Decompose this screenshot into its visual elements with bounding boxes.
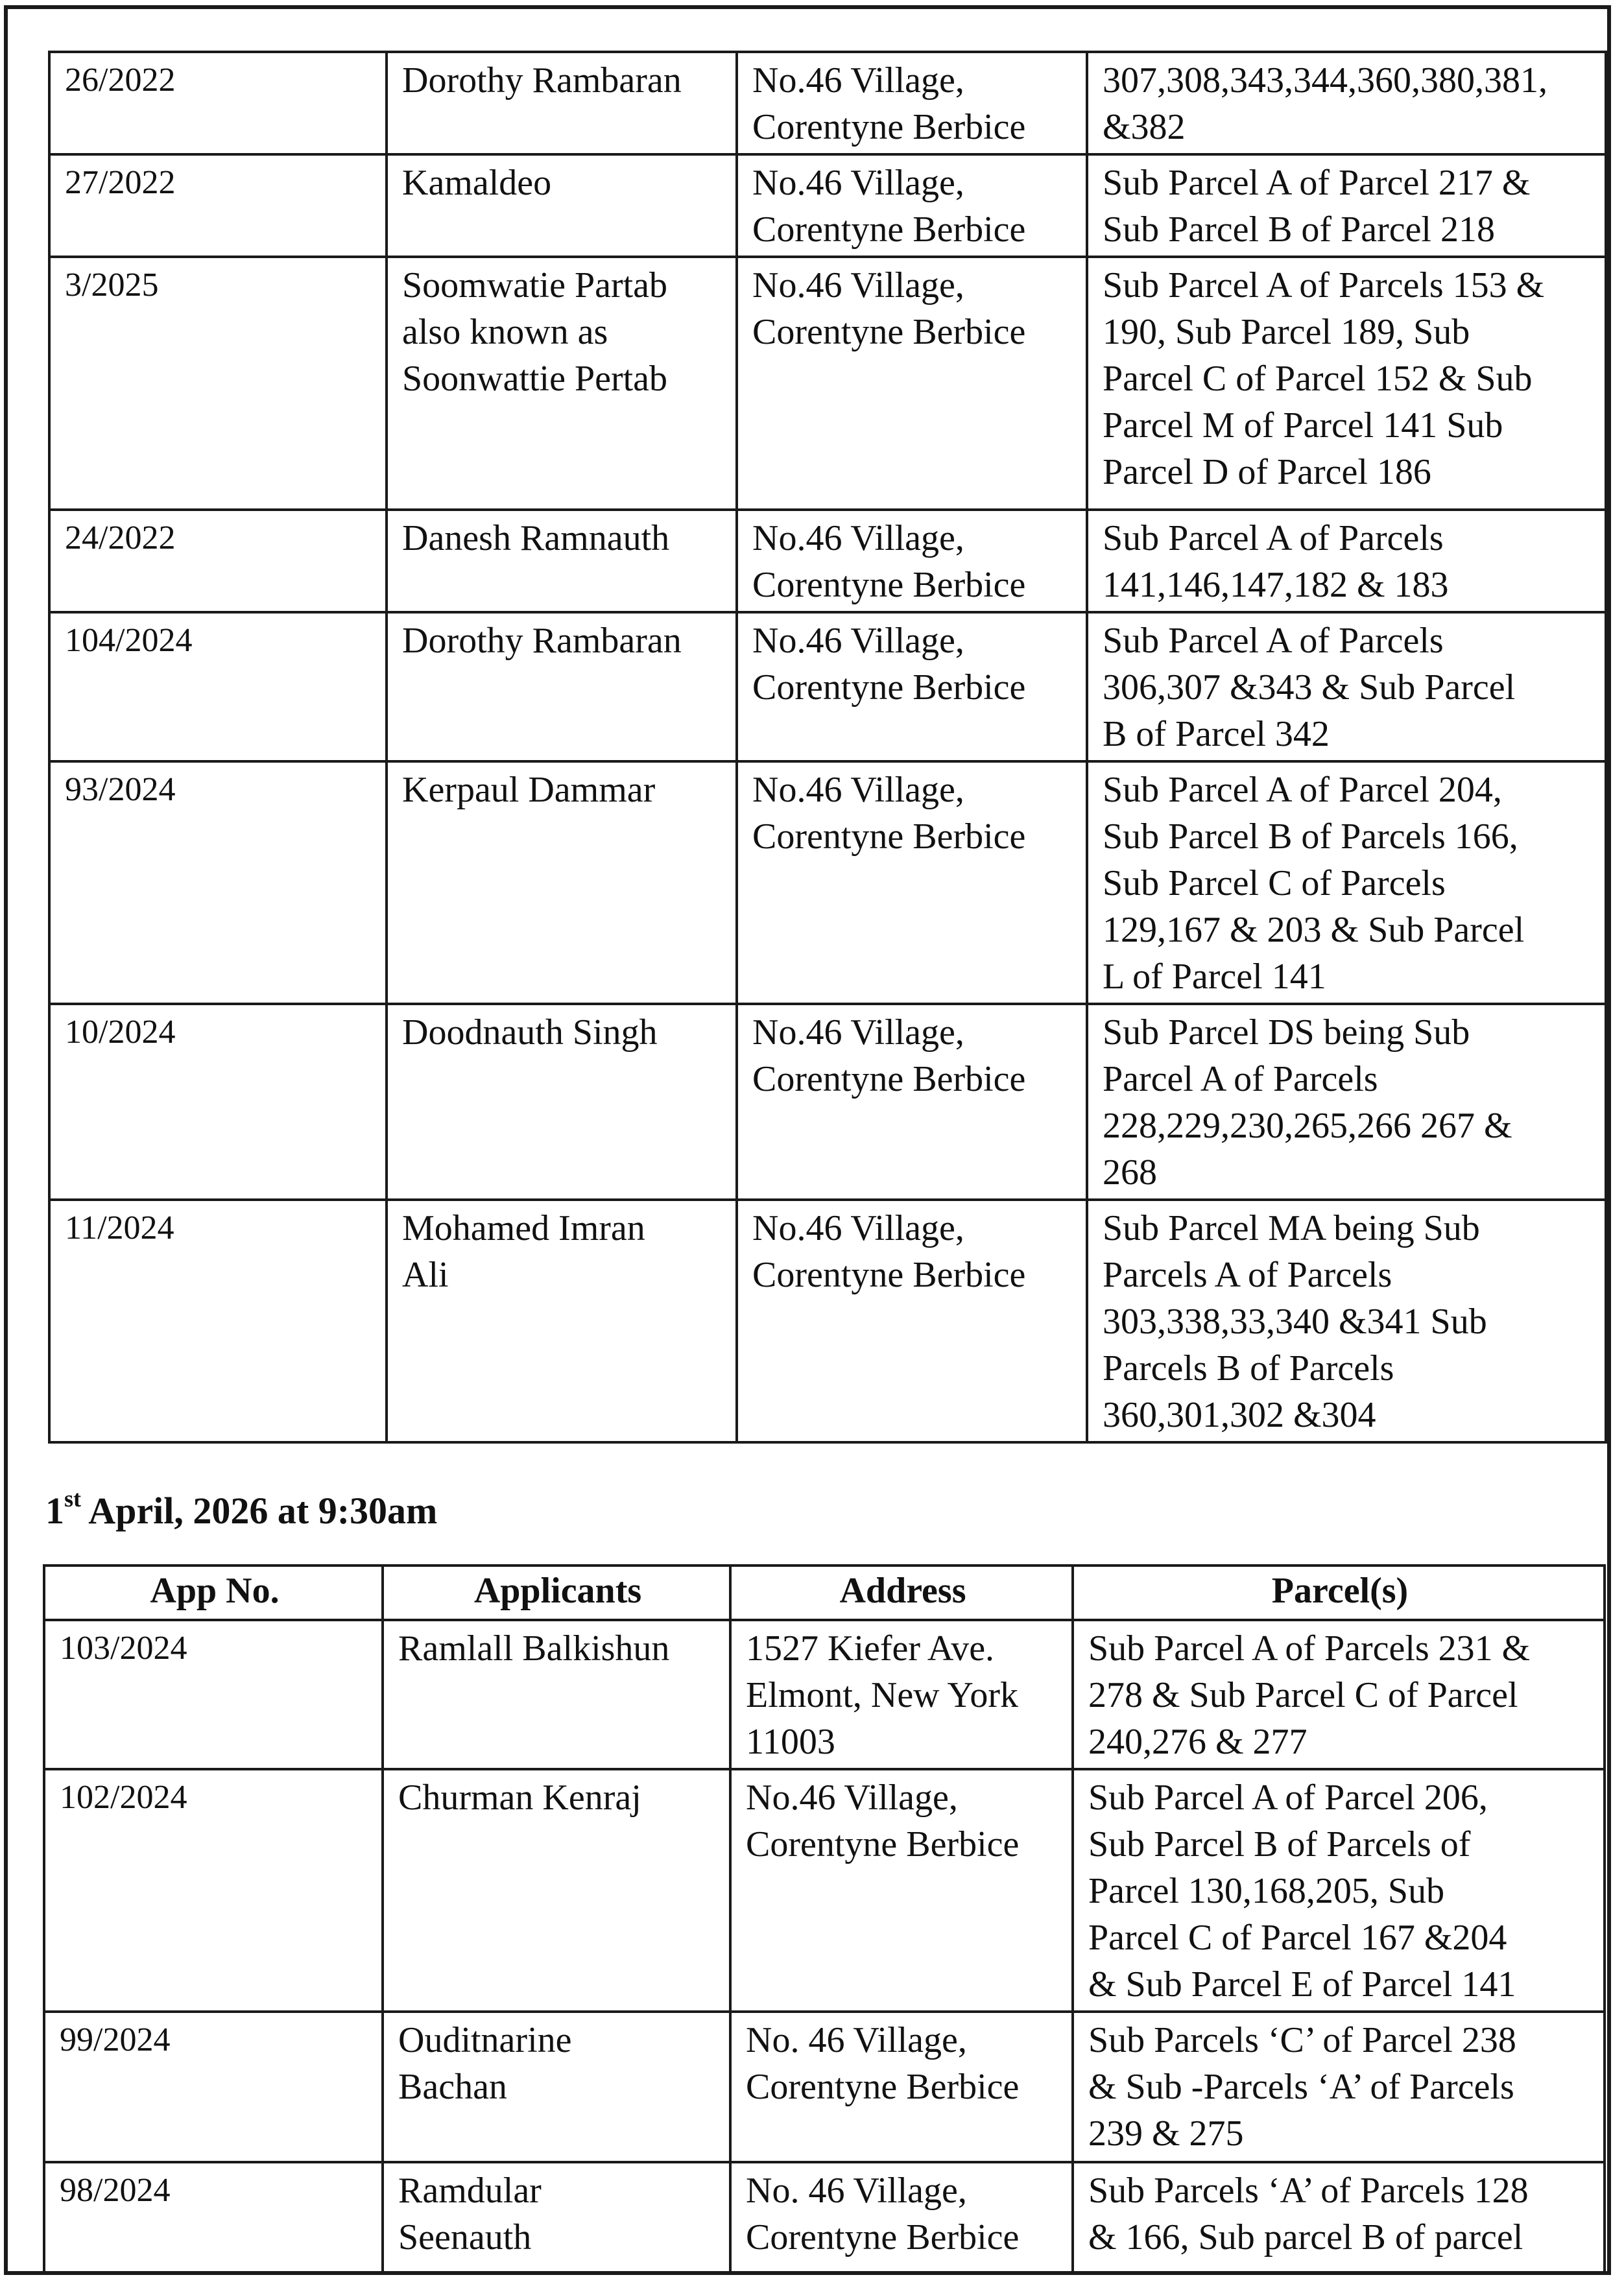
address-cell: 1527 Kiefer Ave. Elmont, New York 11003 (730, 1620, 1073, 1769)
app-number-cell: 98/2024 (44, 2162, 383, 2272)
table-row (49, 1004, 1606, 1200)
app-number-cell: 3/2025 (49, 257, 387, 510)
applicant-cell: Kerpaul Dammar (387, 761, 737, 1004)
header-applicants: Applicants (383, 1566, 730, 1620)
parcels-cell: Sub Parcel A of Parcel 204, Sub Parcel B of Parcels 166, Sub Parcel C of Parcels 129,167 & 203 & Sub Parcel L of Parcel 141 (1087, 761, 1606, 1004)
app-number-cell: 26/2022 (49, 52, 387, 154)
table-row (49, 612, 1606, 761)
address-cell: No.46 Village, Corentyne Berbice (737, 761, 1087, 1004)
app-number-cell: 24/2022 (49, 510, 387, 612)
table-row (49, 52, 1606, 154)
parcels-cell: Sub Parcels ‘C’ of Parcel 238 & Sub -Parcels ‘A’ of Parcels 239 & 275 (1073, 2012, 1605, 2162)
applicant-cell: Doodnauth Singh (387, 1004, 737, 1200)
table-row (49, 257, 1606, 510)
address-cell: No.46 Village, Corentyne Berbice (737, 257, 1087, 510)
header-app-no: App No. (44, 1566, 383, 1620)
heading-day-suffix: st (64, 1486, 81, 1512)
parcels-cell: Sub Parcel DS being Sub Parcel A of Parcels 228,229,230,265,266 267 & 268 (1087, 1004, 1606, 1200)
parcels-cell: Sub Parcel A of Parcels 306,307 &343 & Sub Parcel B of Parcel 342 (1087, 612, 1606, 761)
app-number-cell: 103/2024 (44, 1620, 383, 1769)
heading-date-time: April, 2026 at 9:30am (81, 1490, 438, 1532)
app-number-cell: 93/2024 (49, 761, 387, 1004)
table-row (44, 2162, 1605, 2272)
heading-day: 1 (45, 1490, 64, 1532)
app-number-cell: 11/2024 (49, 1200, 387, 1442)
header-parcels: Parcel(s) (1073, 1566, 1605, 1620)
address-cell: No. 46 Village, Corentyne Berbice (730, 2162, 1073, 2272)
table-row (49, 1200, 1606, 1442)
app-number-cell: 102/2024 (44, 1769, 383, 2012)
table-row (44, 1769, 1605, 2012)
app-number-cell: 104/2024 (49, 612, 387, 761)
applicant-cell: Mohamed Imran Ali (387, 1200, 737, 1442)
header-address: Address (730, 1566, 1073, 1620)
parcels-cell: Sub Parcels ‘A’ of Parcels 128 & 166, Sub parcel B of parcel (1073, 2162, 1605, 2272)
parcels-cell: Sub Parcel A of Parcel 206, Sub Parcel B of Parcels of Parcel 130,168,205, Sub Parcel C of Parcel 167 &204 & Sub Parcel E of Parcel 141 (1073, 1769, 1605, 2012)
applicant-cell: Ouditnarine Bachan (383, 2012, 730, 2162)
table-row (44, 2012, 1605, 2162)
applicant-cell: Churman Kenraj (383, 1769, 730, 2012)
applicant-cell: Dorothy Rambaran (387, 52, 737, 154)
applicant-cell: Danesh Ramnauth (387, 510, 737, 612)
address-cell: No.46 Village, Corentyne Berbice (730, 1769, 1073, 2012)
app-number-cell: 99/2024 (44, 2012, 383, 2162)
table-row (49, 154, 1606, 257)
parcels-cell: Sub Parcel A of Parcels 153 & 190, Sub Parcel 189, Sub Parcel C of Parcel 152 & Sub Parcel M of Parcel 141 Sub Parcel D of Parcel 186 (1087, 257, 1606, 510)
address-cell: No. 46 Village, Corentyne Berbice (730, 2012, 1073, 2162)
parcels-cell: Sub Parcel A of Parcels 231 & 278 & Sub Parcel C of Parcel 240,276 & 277 (1073, 1620, 1605, 1769)
hearing-date-heading (45, 1485, 437, 1537)
parcels-cell: Sub Parcel A of Parcel 217 & Sub Parcel B of Parcel 218 (1087, 154, 1606, 257)
applicant-cell: Soomwatie Partab also known as Soonwattie Pertab (387, 257, 737, 510)
parcels-cell: 307,308,343,344,360,380,381, &382 (1087, 52, 1606, 154)
app-number-cell: 27/2022 (49, 154, 387, 257)
table-header-row (44, 1566, 1605, 1620)
applicant-cell: Ramlall Balkishun (383, 1620, 730, 1769)
applicant-cell: Ramdular Seenauth (383, 2162, 730, 2272)
parcels-cell: Sub Parcel A of Parcels 141,146,147,182 & 183 (1087, 510, 1606, 612)
applicant-cell: Dorothy Rambaran (387, 612, 737, 761)
address-cell: No.46 Village, Corentyne Berbice (737, 612, 1087, 761)
address-cell: No.46 Village, Corentyne Berbice (737, 1004, 1087, 1200)
address-cell: No.46 Village, Corentyne Berbice (737, 1200, 1087, 1442)
table-row (49, 761, 1606, 1004)
address-cell: No.46 Village, Corentyne Berbice (737, 154, 1087, 257)
applicant-cell: Kamaldeo (387, 154, 737, 257)
hearing-table-continued (48, 51, 1607, 1444)
hearing-table (43, 1564, 1606, 2274)
parcels-cell: Sub Parcel MA being Sub Parcels A of Parcels 303,338,33,340 &341 Sub Parcels B of Parcels 360,301,302 &304 (1087, 1200, 1606, 1442)
table-row (44, 1620, 1605, 1769)
table-row (49, 510, 1606, 612)
address-cell: No.46 Village, Corentyne Berbice (737, 52, 1087, 154)
address-cell: No.46 Village, Corentyne Berbice (737, 510, 1087, 612)
app-number-cell: 10/2024 (49, 1004, 387, 1200)
